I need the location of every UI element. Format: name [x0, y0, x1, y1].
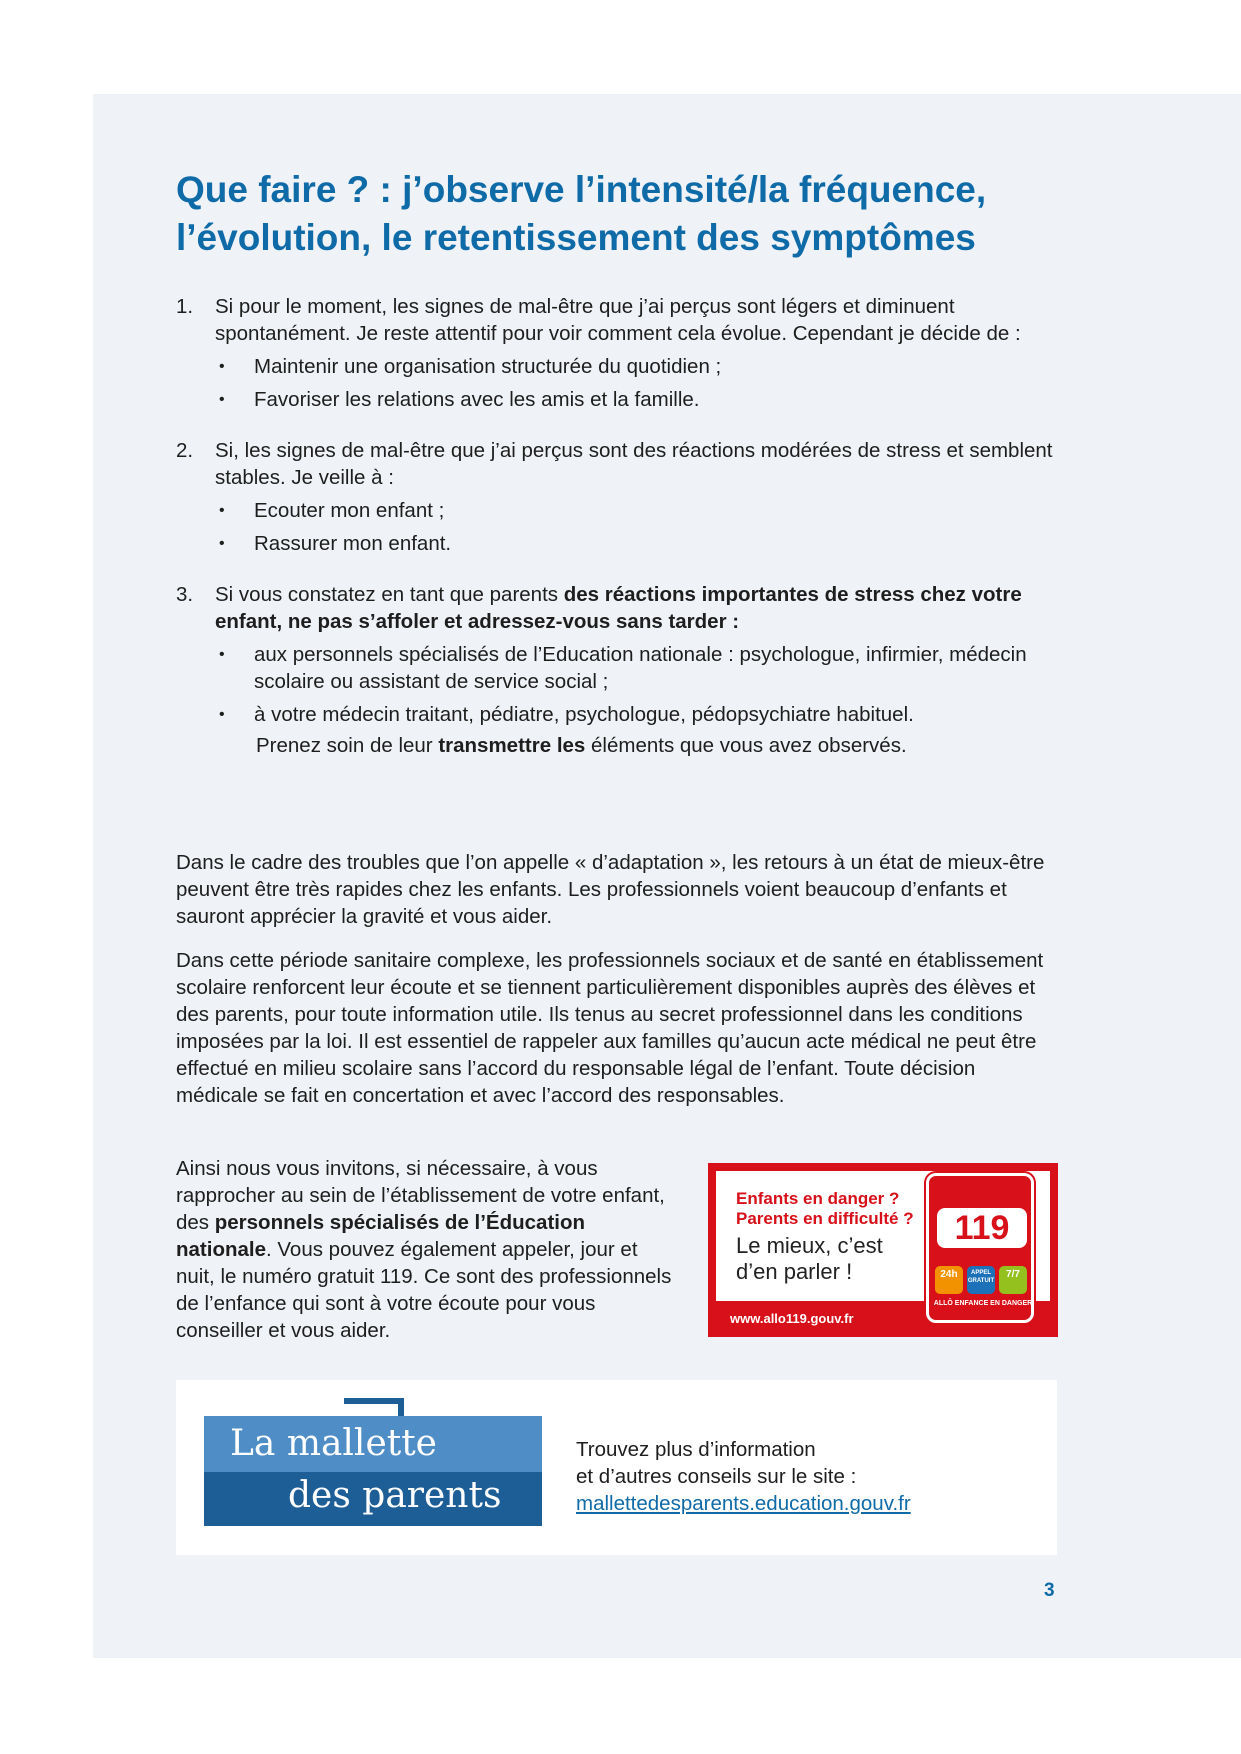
card-caption: ALLÔ ENFANCE EN DANGER — [933, 1300, 1033, 1307]
banner-url: www.allo119.gouv.fr — [730, 1311, 854, 1326]
step-text — [215, 581, 1061, 635]
note-plain: Prenez soin de leur — [256, 734, 439, 757]
step-number: 3. — [176, 583, 194, 606]
page-number: 3 — [1044, 1580, 1055, 1601]
footer-info-text — [576, 1436, 911, 1517]
chip-free-call: APPEL GRATUIT — [967, 1266, 995, 1294]
step-1 — [176, 293, 1061, 413]
paragraph-invitation — [176, 1155, 676, 1344]
banner-tagline: Le mieux, c’est d’en parler ! — [736, 1233, 883, 1284]
bullet-item: • Rassurer mon enfant. — [215, 530, 1061, 557]
mallette-logo — [204, 1416, 542, 1526]
119-number: 119 — [937, 1208, 1027, 1248]
logo-line-2: des parents — [288, 1475, 502, 1516]
bullet-item: • Ecouter mon enfant ; — [215, 497, 1061, 524]
note-plain-end: éléments que vous avez observés. — [585, 734, 907, 757]
step-text-plain: Si vous constatez en tant que parents — [215, 583, 564, 606]
bullet-item: • Maintenir une organisation structurée du quotidien ; — [215, 353, 1061, 380]
119-card-icon — [926, 1173, 1034, 1323]
banner-question-2: Parents en difficulté ? — [736, 1209, 914, 1228]
step-note — [215, 732, 1061, 759]
bullet-item: • Favoriser les relations avec les amis et la famille. — [215, 386, 1061, 413]
step-number: 2. — [176, 439, 194, 462]
step-2 — [176, 437, 1061, 557]
bullet-item: • aux personnels spécialisés de l’Education nationale : psychologue, infirmier, médecin scolaire ou assistant de service social ; — [215, 641, 1061, 695]
mallette-site-link[interactable]: mallettedesparents.education.gouv.fr — [576, 1492, 911, 1515]
banner-question-1: Enfants en danger ? — [736, 1189, 900, 1208]
paragraph-adaptation: Dans le cadre des troubles que l’on appelle « d’adaptation », les retours à un état de mieux-être peuvent être très rapides chez les enfants. Les professionnels voient beaucoup d’enfants et sauront apprécier la gravité et vous aider. — [176, 851, 1045, 928]
note-bold: transmettre les — [438, 734, 586, 757]
step-number: 1. — [176, 295, 194, 318]
bullet-item: • à votre médecin traitant, pédiatre, psychologue, pédopsychiatre habituel. — [215, 701, 1061, 728]
chip-24h: 24h — [935, 1266, 963, 1294]
step-text-bold: des réactions importantes de stress chez votre enfant, ne pas s’affoler et adressez-vous sans tarder : — [215, 583, 1022, 633]
invitation-plain: Ainsi nous vous invitons, si nécessaire, à vous rapprocher au sein de l’établissement de votre enfant, des — [176, 1157, 665, 1234]
step-bullets — [215, 497, 1061, 557]
footer-info-box — [176, 1380, 1057, 1555]
step-bullets — [215, 641, 1061, 728]
paragraph-health-period: Dans cette période sanitaire complexe, les professionnels sociaux et de santé en établissement scolaire renforcent leur écoute et se tiennent particulièrement disponibles auprès des élèves et des parents, pour toute information utile. Ils tenus au secret professionnel dans les conditions imposées par la loi. Il est essentiel de rappeler aux familles qu’aucun acte médical ne peut être effectué en milieu scolaire sans l’accord du responsable légal de l’enfant. Toute décision médicale se fait en concertation et avec l’accord des responsables. — [176, 949, 1044, 1107]
chip-7-7: 7/7 — [999, 1266, 1027, 1294]
banner-question — [736, 1189, 914, 1229]
step-text: Si pour le moment, les signes de mal-être que j’ai perçus sont légers et diminuent spontanément. Je reste attentif pour voir comment cela évolue. Cependant je décide de : — [215, 295, 1021, 345]
info-line-2: et d’autres conseils sur le site : — [576, 1465, 857, 1488]
invitation-bold: personnels spécialisés de l’Éducation nationale — [176, 1211, 586, 1261]
steps-list — [176, 293, 1061, 783]
info-line-1: Trouvez plus d’information — [576, 1438, 816, 1461]
step-3 — [176, 581, 1061, 759]
logo-bracket-icon — [344, 1398, 404, 1416]
page-title: Que faire ? : j’observe l’intensité/la fréquence, l’évolution, le retentissement des symptômes — [176, 169, 987, 258]
step-bullets — [215, 353, 1061, 413]
allo-119-banner — [708, 1163, 1058, 1337]
logo-line-1: La mallette — [230, 1423, 437, 1464]
step-text: Si, les signes de mal-être que j’ai perçus sont des réactions modérées de stress et semblent stables. Je veille à : — [215, 439, 1053, 489]
invitation-plain-end: . Vous pouvez également appeler, jour et nuit, le numéro gratuit 119. Ce sont des professionnels de l’enfance qui sont à votre écoute pour vous conseiller et vous aider. — [176, 1238, 672, 1342]
